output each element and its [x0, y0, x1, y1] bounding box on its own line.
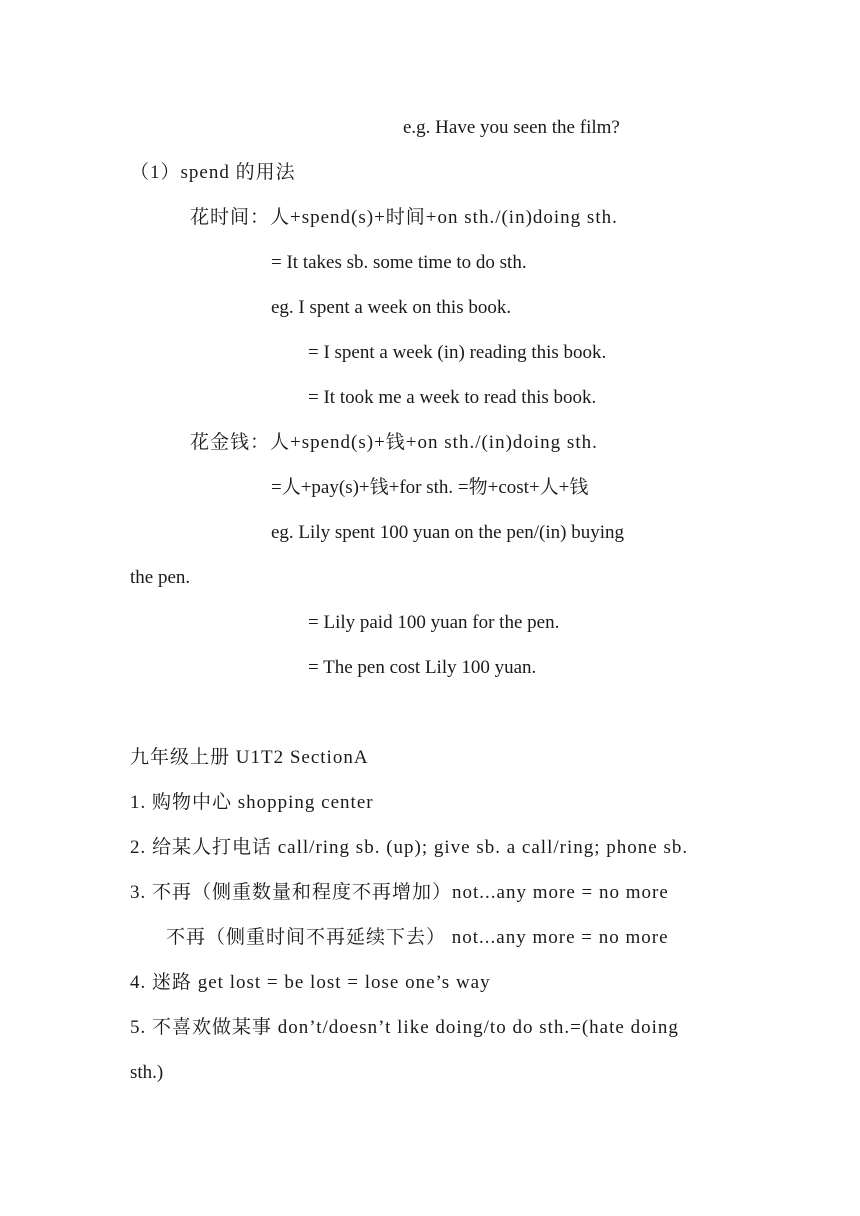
example-equivalent: = Lily paid 100 yuan for the pen. [308, 612, 560, 633]
section-heading-spend: （1）spend 的用法 [130, 162, 296, 183]
example-line-continuation: the pen. [130, 567, 191, 588]
vocab-item-continuation: sth.) [130, 1062, 164, 1083]
vocab-item: 4. 迷路 get lost = be lost = lose one’s way [130, 972, 491, 993]
rule-spend-time: 花时间：人+spend(s)+时间+on sth./(in)doing sth. [190, 207, 618, 228]
example-line: eg. I spent a week on this book. [271, 297, 512, 318]
example-line: e.g. Have you seen the film? [403, 117, 620, 138]
example-equivalent: = I spent a week (in) reading this book. [308, 342, 607, 363]
rule-spend-money: 花金钱：人+spend(s)+钱+on sth./(in)doing sth. [190, 432, 598, 453]
vocab-item-continuation: 不再（侧重时间不再延续下去） not...any more = no more [166, 927, 669, 948]
vocab-item: 1. 购物中心 shopping center [130, 792, 374, 813]
example-equivalent: = It took me a week to read this book. [308, 387, 597, 408]
vocab-item: 3. 不再（侧重数量和程度不再增加）not...any more = no more [130, 882, 669, 903]
example-equivalent: = The pen cost Lily 100 yuan. [308, 657, 537, 678]
example-line: eg. Lily spent 100 yuan on the pen/(in) buying [271, 522, 625, 543]
rule-equivalent: = It takes sb. some time to do sth. [271, 252, 527, 273]
vocab-item: 5. 不喜欢做某事 don’t/doesn’t like doing/to do sth.=(hate doing [130, 1017, 679, 1038]
rule-equivalent: =人+pay(s)+钱+for sth. =物+cost+人+钱 [271, 477, 589, 498]
unit-heading: 九年级上册 U1T2 SectionA [130, 747, 369, 768]
vocab-item: 2. 给某人打电话 call/ring sb. (up); give sb. a call/ring; phone sb. [130, 837, 689, 858]
